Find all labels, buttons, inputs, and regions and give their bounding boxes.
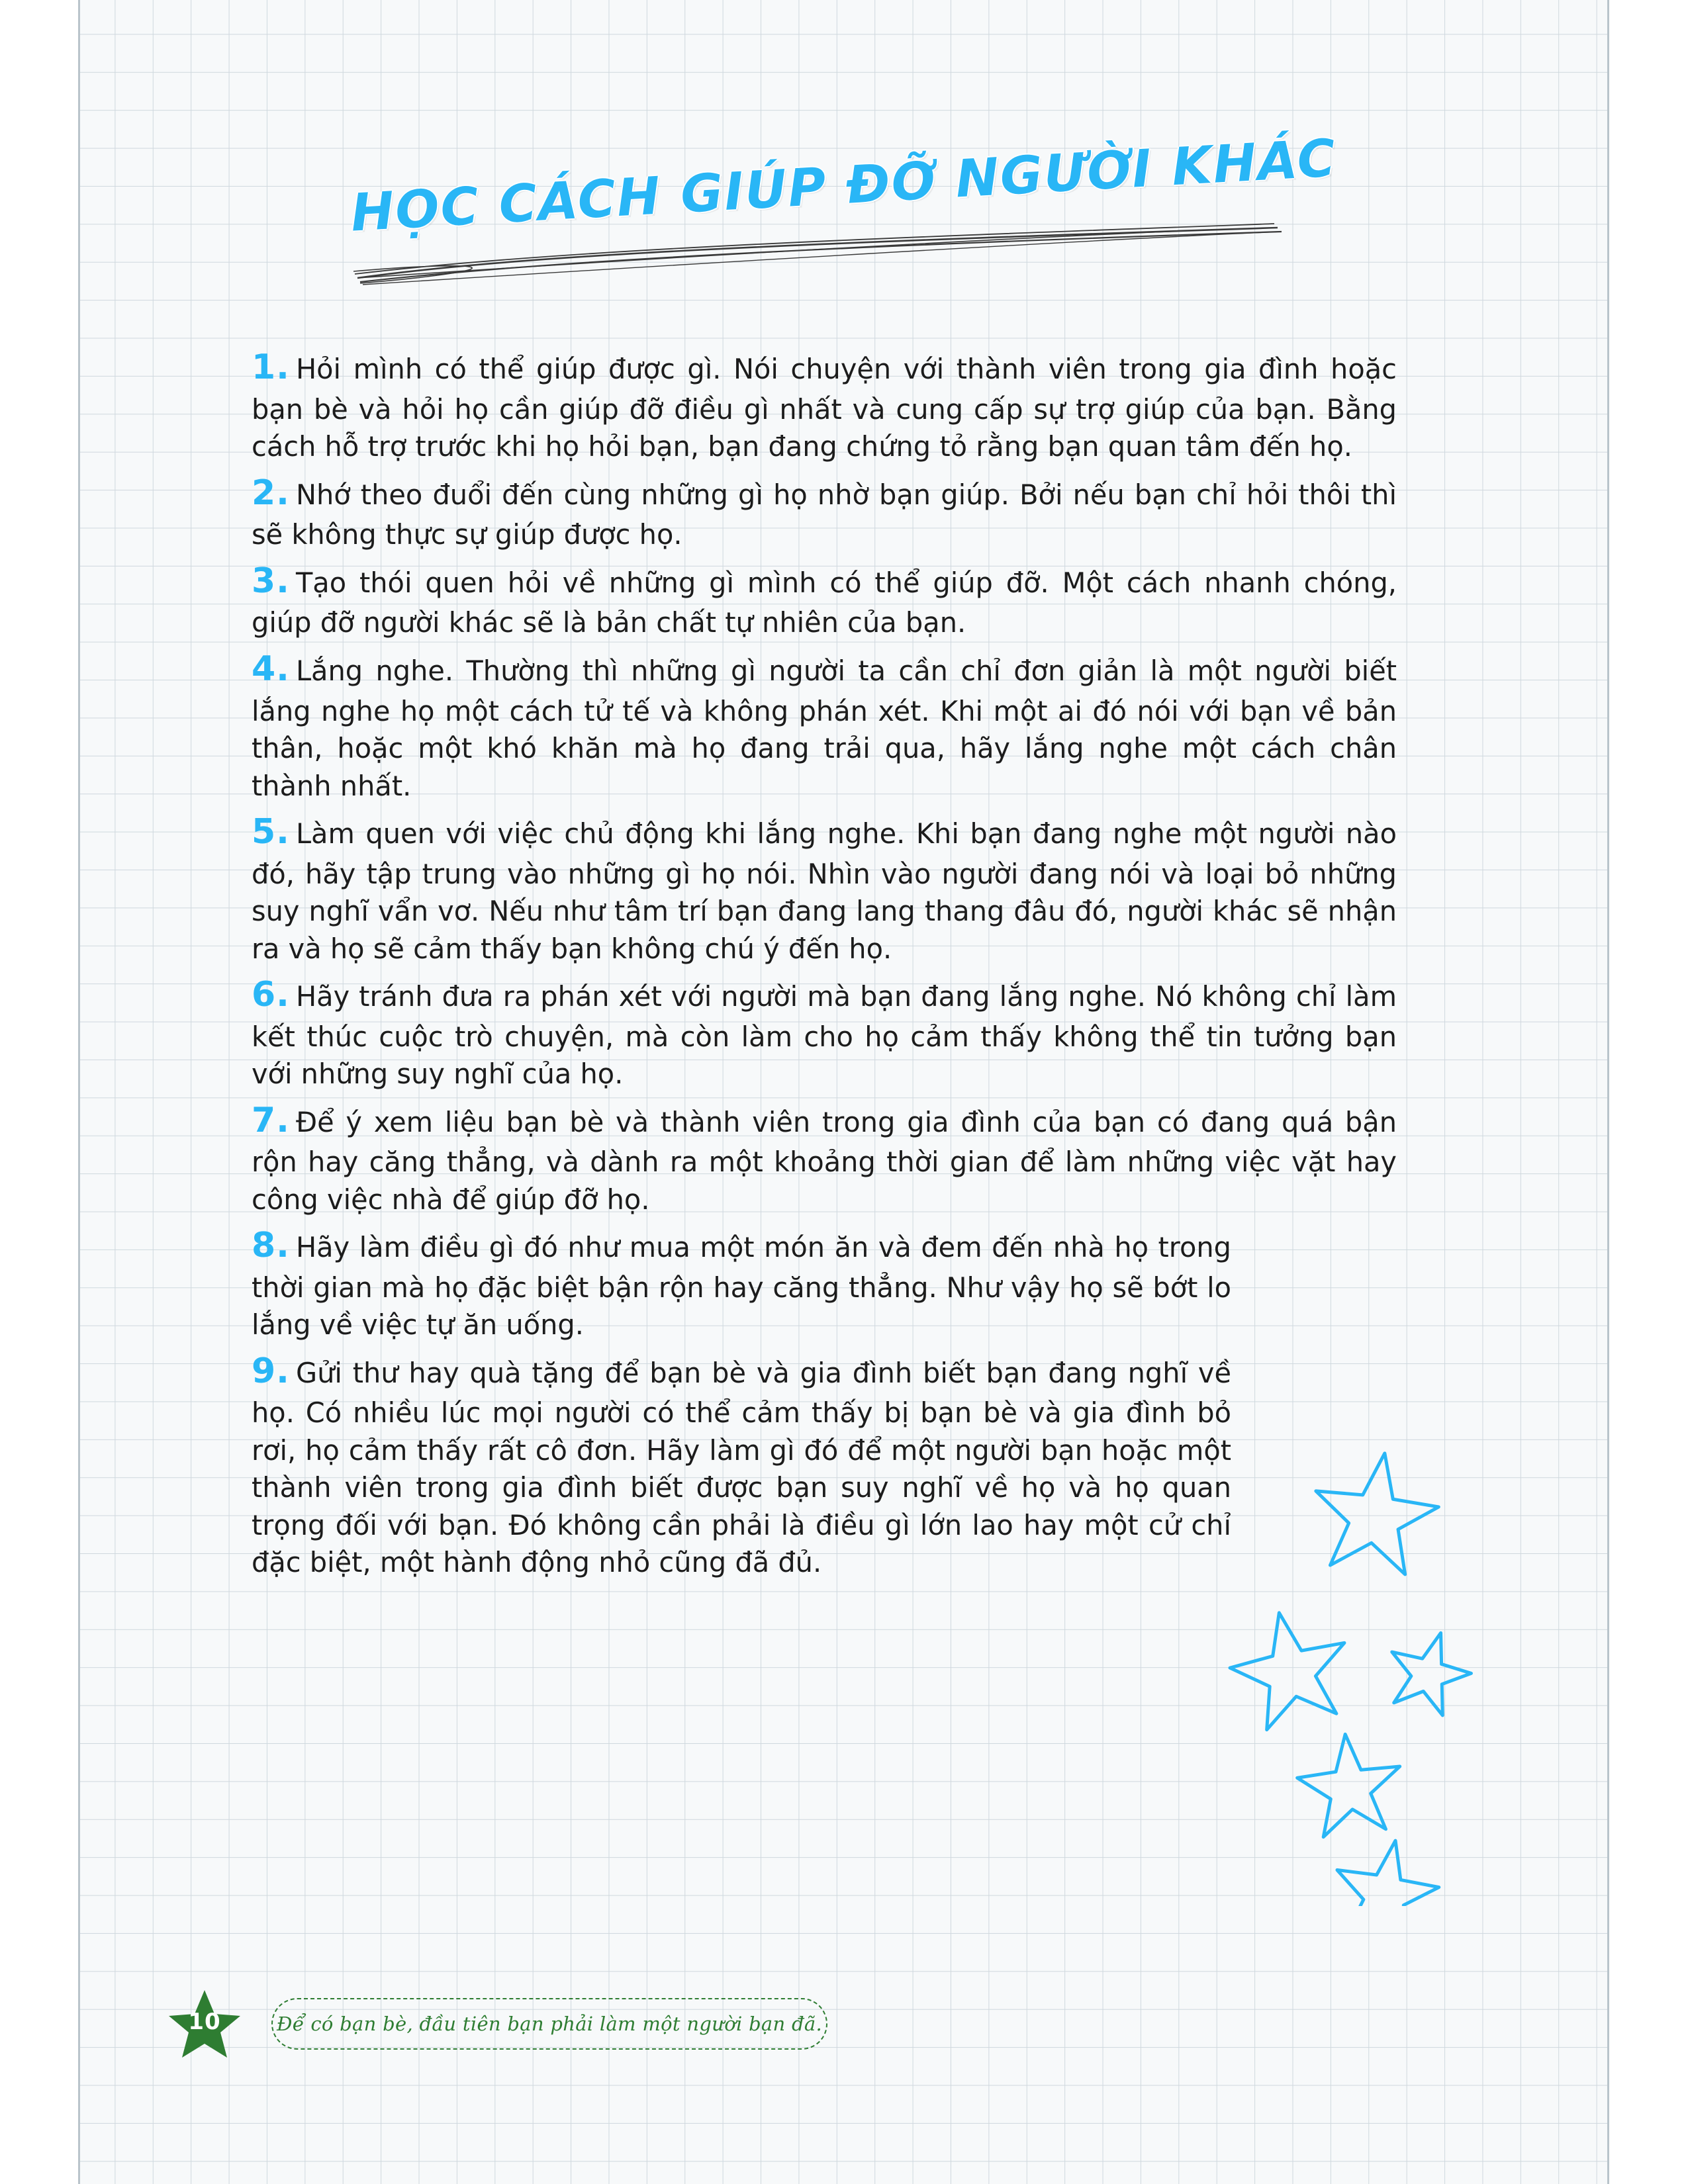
list-item-text: Nhớ theo đuổi đến cùng những gì họ nhờ bạn giúp. Bởi nếu bạn chỉ hỏi thôi thì sẽ không thực sự giúp được họ. bbox=[252, 478, 1397, 551]
page-footer bbox=[165, 1989, 894, 2075]
list-item bbox=[252, 972, 1397, 1093]
list-item-number: 5. bbox=[252, 811, 290, 852]
list-item-text: Làm quen với việc chủ động khi lắng nghe. Khi bạn đang nghe một người nào đó, hãy tập trung vào những gì họ nói. Nhìn vào người đang nói và loại bỏ những suy nghĩ vẩn vơ. Nếu như tâm trí bạn đang lang thang đâu đó, người khác sẽ nhận ra và họ sẽ cảm thấy bạn không chú ý đến họ. bbox=[252, 817, 1397, 965]
paper-right-edge bbox=[1607, 0, 1609, 2184]
list-item bbox=[252, 1222, 1231, 1344]
list-item-text: Hãy làm điều gì đó như mua một món ăn và đem đến nhà họ trong thời gian mà họ đặc biệt bận rộn hay căng thẳng. Như vậy họ sẽ bớt lo lắng về việc tự ăn uống. bbox=[252, 1231, 1231, 1342]
tips-list bbox=[252, 344, 1397, 1586]
list-item-text: Lắng nghe. Thường thì những gì người ta cần chỉ đơn giản là một người biết lắng nghe họ một cách tử tế và không phán xét. Khi một ai đó nói với bạn về bản thân, hoặc một khó khăn mà họ đang trải qua, hãy lắng nghe một cách chân thành nhất. bbox=[252, 654, 1397, 802]
list-item-number: 2. bbox=[252, 473, 290, 513]
list-item-text: Hỏi mình có thể giúp được gì. Nói chuyện với thành viên trong gia đình hoặc bạn bè và hỏi họ cần giúp đỡ điều gì nhất và cung cấp sự trợ giúp của bạn. Bằng cách hỗ trợ trước khi họ hỏi bạn, bạn đang chứng tỏ rằng bạn quan tâm đến họ. bbox=[252, 353, 1397, 463]
page-title: HỌC CÁCH GIÚP ĐỠ NGƯỜI KHÁC bbox=[350, 128, 1338, 244]
list-item-text: Để ý xem liệu bạn bè và thành viên trong gia đình của bạn có đang quá bận rộn hay căng thẳng, và dành ra một khoảng thời gian để làm những việc vặt hay công việc nhà để giúp đỡ họ. bbox=[252, 1105, 1397, 1216]
list-item bbox=[252, 1348, 1231, 1582]
list-item-number: 6. bbox=[252, 974, 290, 1015]
list-item bbox=[252, 646, 1397, 805]
paper-left-edge bbox=[78, 0, 80, 2184]
list-item bbox=[252, 1097, 1397, 1219]
list-item bbox=[252, 809, 1397, 968]
page-title-block bbox=[0, 128, 1688, 244]
footer-quote: Để có bạn bè, đầu tiên bạn phải làm một người bạn đã. bbox=[277, 2013, 822, 2035]
list-item-number: 1. bbox=[252, 347, 290, 387]
list-item-number: 8. bbox=[252, 1226, 290, 1266]
list-item-number: 4. bbox=[252, 649, 290, 689]
list-item-text: Hãy tránh đưa ra phán xét với người mà bạn đang lắng nghe. Nó không chỉ làm kết thúc cuộc trò chuyện, mà còn làm cho họ cảm thấy không thể tin tưởng bạn với những suy nghĩ của họ. bbox=[252, 979, 1397, 1091]
list-item-number: 9. bbox=[252, 1351, 290, 1391]
list-item bbox=[252, 344, 1397, 466]
list-item bbox=[252, 470, 1397, 554]
list-item-text: Gửi thư hay quà tặng để bạn bè và gia đình biết bạn đang nghĩ về họ. Có nhiều lúc mọi người có thể cảm thấy bị bạn bè và gia đình bỏ rơi, họ cảm thấy rất cô đơn. Hãy làm gì đó để một người bạn hoặc một thành viên trong gia đình biết được bạn suy nghĩ về họ và họ quan trọng đối với bạn. Đó không cần phải là điều gì lớn lao hay một cử chỉ đặc biệt, một hành động nhỏ cũng đã đủ. bbox=[252, 1356, 1231, 1579]
list-item-text: Tạo thói quen hỏi về những gì mình có thể giúp đỡ. Một cách nhanh chóng, giúp đỡ người khác sẽ là bản chất tự nhiên của bạn. bbox=[252, 566, 1397, 639]
list-item-number: 3. bbox=[252, 561, 290, 601]
list-item bbox=[252, 558, 1397, 642]
list-item-number: 7. bbox=[252, 1100, 290, 1140]
page-number: 10 bbox=[188, 2009, 221, 2035]
footer-quote-box bbox=[271, 1998, 827, 2050]
